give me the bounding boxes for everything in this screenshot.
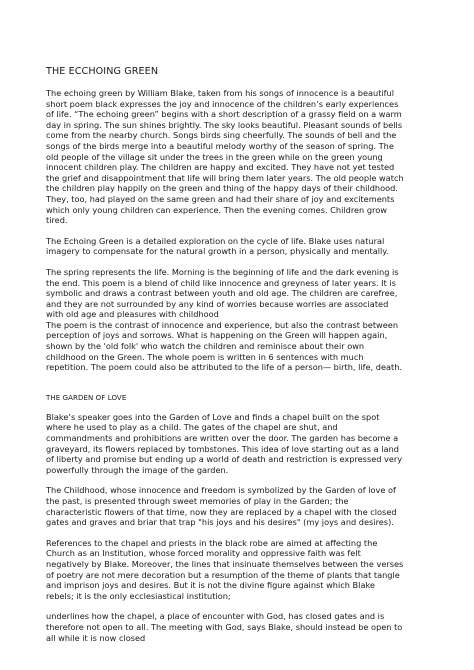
paragraph: References to the chapel and priests in the black robe are aimed at affecting the Church as an Institution, whose forced morality and oppressive faith was felt negatively by Blake. Moreover, the lines that insinuate themselves between the verses of poetry are not mere decoration but a resumption of the theme of plants that tangle and imprison joys and desires. But it is not the divine figure against which Blake rebels; it is the only ecclesiastical institution;	[46, 537, 404, 601]
paragraph: The echoing green by William Blake, taken from his songs of innocence is a beautiful short poem black expresses the joy and innocence of the children’s early experiences of life. “The echoing green” begins with a short description of a grassy field on a warm day in spring. The sun shines brightly. The sky looks beautiful. Pleasant sounds of bells come from the nearby church. Songs birds sing cheerfully. The sounds of bell and the songs of the birds merge into a beautiful melody worthy of the season of spring. The old people of the village sit under the trees in the green while on the green young innocent children play. The children are happy and excited. They have not yet tested the grief and disappointment that life will bring them later years. The old people watch the children play happily on the green and thing of the happy days of their childhood. They, too, had played on the same green and had their share of joy and excitements which only young children can experience. Then the evening comes. Children grow tired.	[46, 88, 404, 226]
paragraph: Blake’s speaker goes into the Garden of Love and finds a chapel built on the spot where he used to play as a child. The gates of the chapel are shut, and commandments and prohibitions are written over the door. The garden has become a graveyard, its flowers replaced by tombstones. This idea of love starting out as a land of liberty and promise but ending up a world of death and restriction is expressed very powerfully through the image of the garden.	[46, 411, 403, 475]
section-title-garden-of-love: THE GARDEN OF LOVE	[46, 393, 127, 402]
paragraph: The Echoing Green is a detailed exploration on the cycle of life. Blake uses natural imagery to compensate for the natural growth in a person, physically and mentally.	[46, 235, 389, 257]
paragraph: The poem is the contrast of innocence and experience, but also the contrast between perception of joys and sorrows. What is happening on the Green will happen again, shown by the 'old folk' who watch the children and reminisce about their own childhood on the Green. The whole poem is written in 6 sentences with much repetition. The poem could also be attributed to the life of a person— birth, life, death.	[46, 319, 403, 373]
document-body	[46, 66, 438, 653]
section-title-echoing-green: THE ECCHOING GREEN	[46, 66, 159, 77]
paragraph: The Childhood, whose innocence and freedom is symbolized by the Garden of love of the past, is presented through sweet memories of play in the Garden; the characteristic flowers of that time, now they are replaced by a chapel with the closed gates and graves and briar that trap "his joys and his desires" (my joys and desires).	[46, 485, 397, 528]
paragraph: The spring represents the life. Morning is the beginning of life and the dark evening is the end. This poem is a blend of child like innocence and greyness of later years. It is symbolic and draws a contrast between youth and old age. The children are carefree, and they are not surrounded by any kind of worries because worries are associated with old age and pleasures with childhood	[46, 266, 399, 320]
paragraph: underlines how the chapel, a place of encounter with God, has closed gates and is therefore not open to all. The meeting with God, says Blake, should instead be open to all while it is now closed	[46, 611, 403, 643]
